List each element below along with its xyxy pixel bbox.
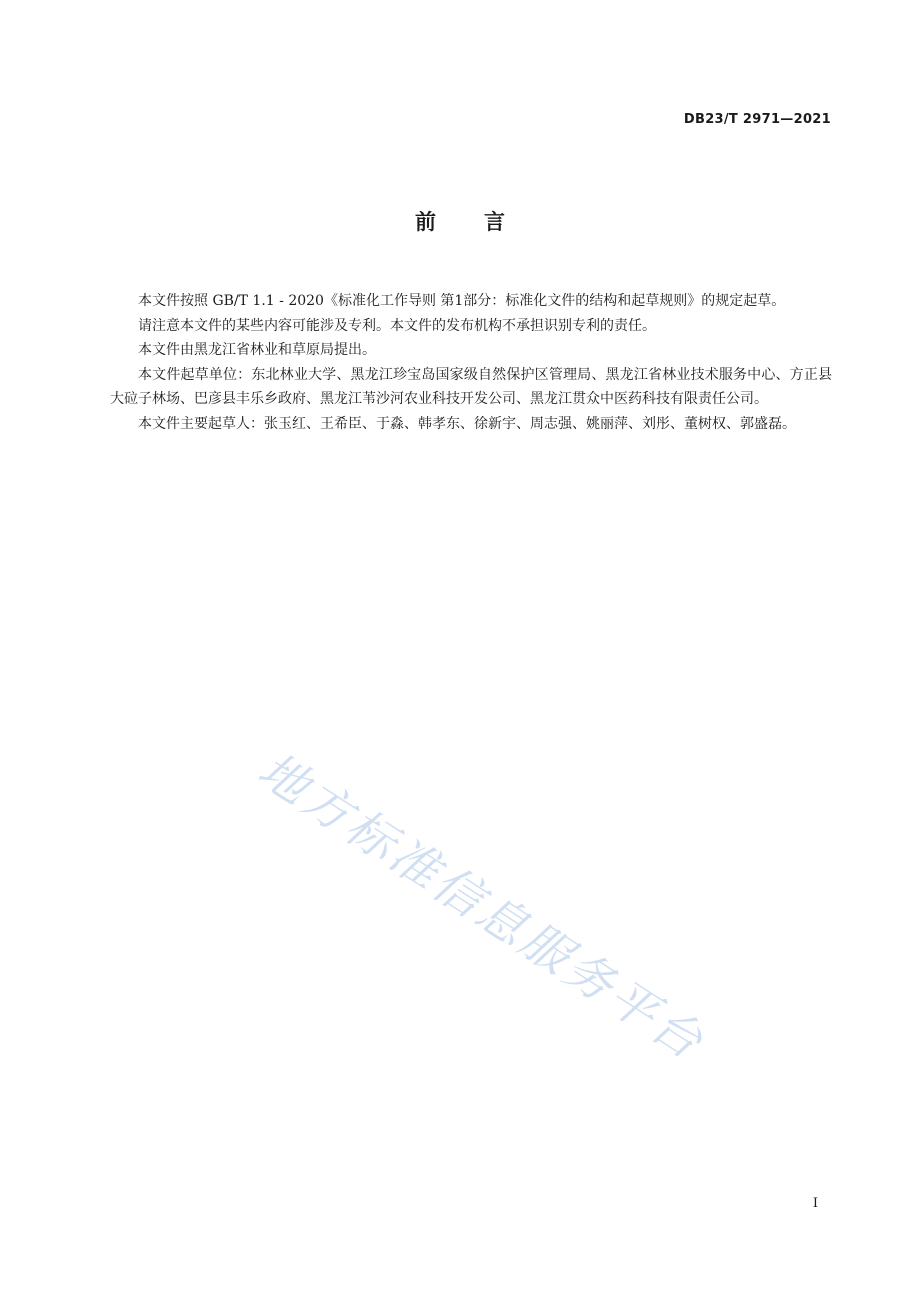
document-code: DB23/T 2971—2021 [683,112,831,127]
watermark: 地方标准信息服务平台 [248,741,715,1072]
page-title: 前言 [415,210,553,234]
page-number: I [812,1196,818,1211]
paragraph-drafting-units: 本文件起草单位：东北林业大学、黑龙江珍宝岛国家级自然保护区管理局、黑龙江省林业技术服务中心、方正县大砬子林场、巴彦县丰乐乡政府、黑龙江苇沙河农业科技开发公司、黑龙江贯众中医药科技有限责任公司。 [110,366,832,407]
paragraph-proposer: 本文件由黑龙江省林业和草原局提出。 [138,342,376,358]
paragraph-patent-notice: 请注意本文件的某些内容可能涉及专利。本文件的发布机构不承担识别专利的责任。 [138,317,656,334]
paragraph-drafters: 本文件主要起草人：张玉红、王希臣、于淼、韩孝东、徐新宇、周志强、姚丽萍、刘彤、董树权、郭盛磊。 [138,415,796,432]
paragraph-drafting-rules: 本文件按照 GB/T 1.1 - 2020《标准化工作导则 第1部分：标准化文件的结构和起草规则》的规定起草。 [138,293,786,309]
preface-body [110,289,832,436]
